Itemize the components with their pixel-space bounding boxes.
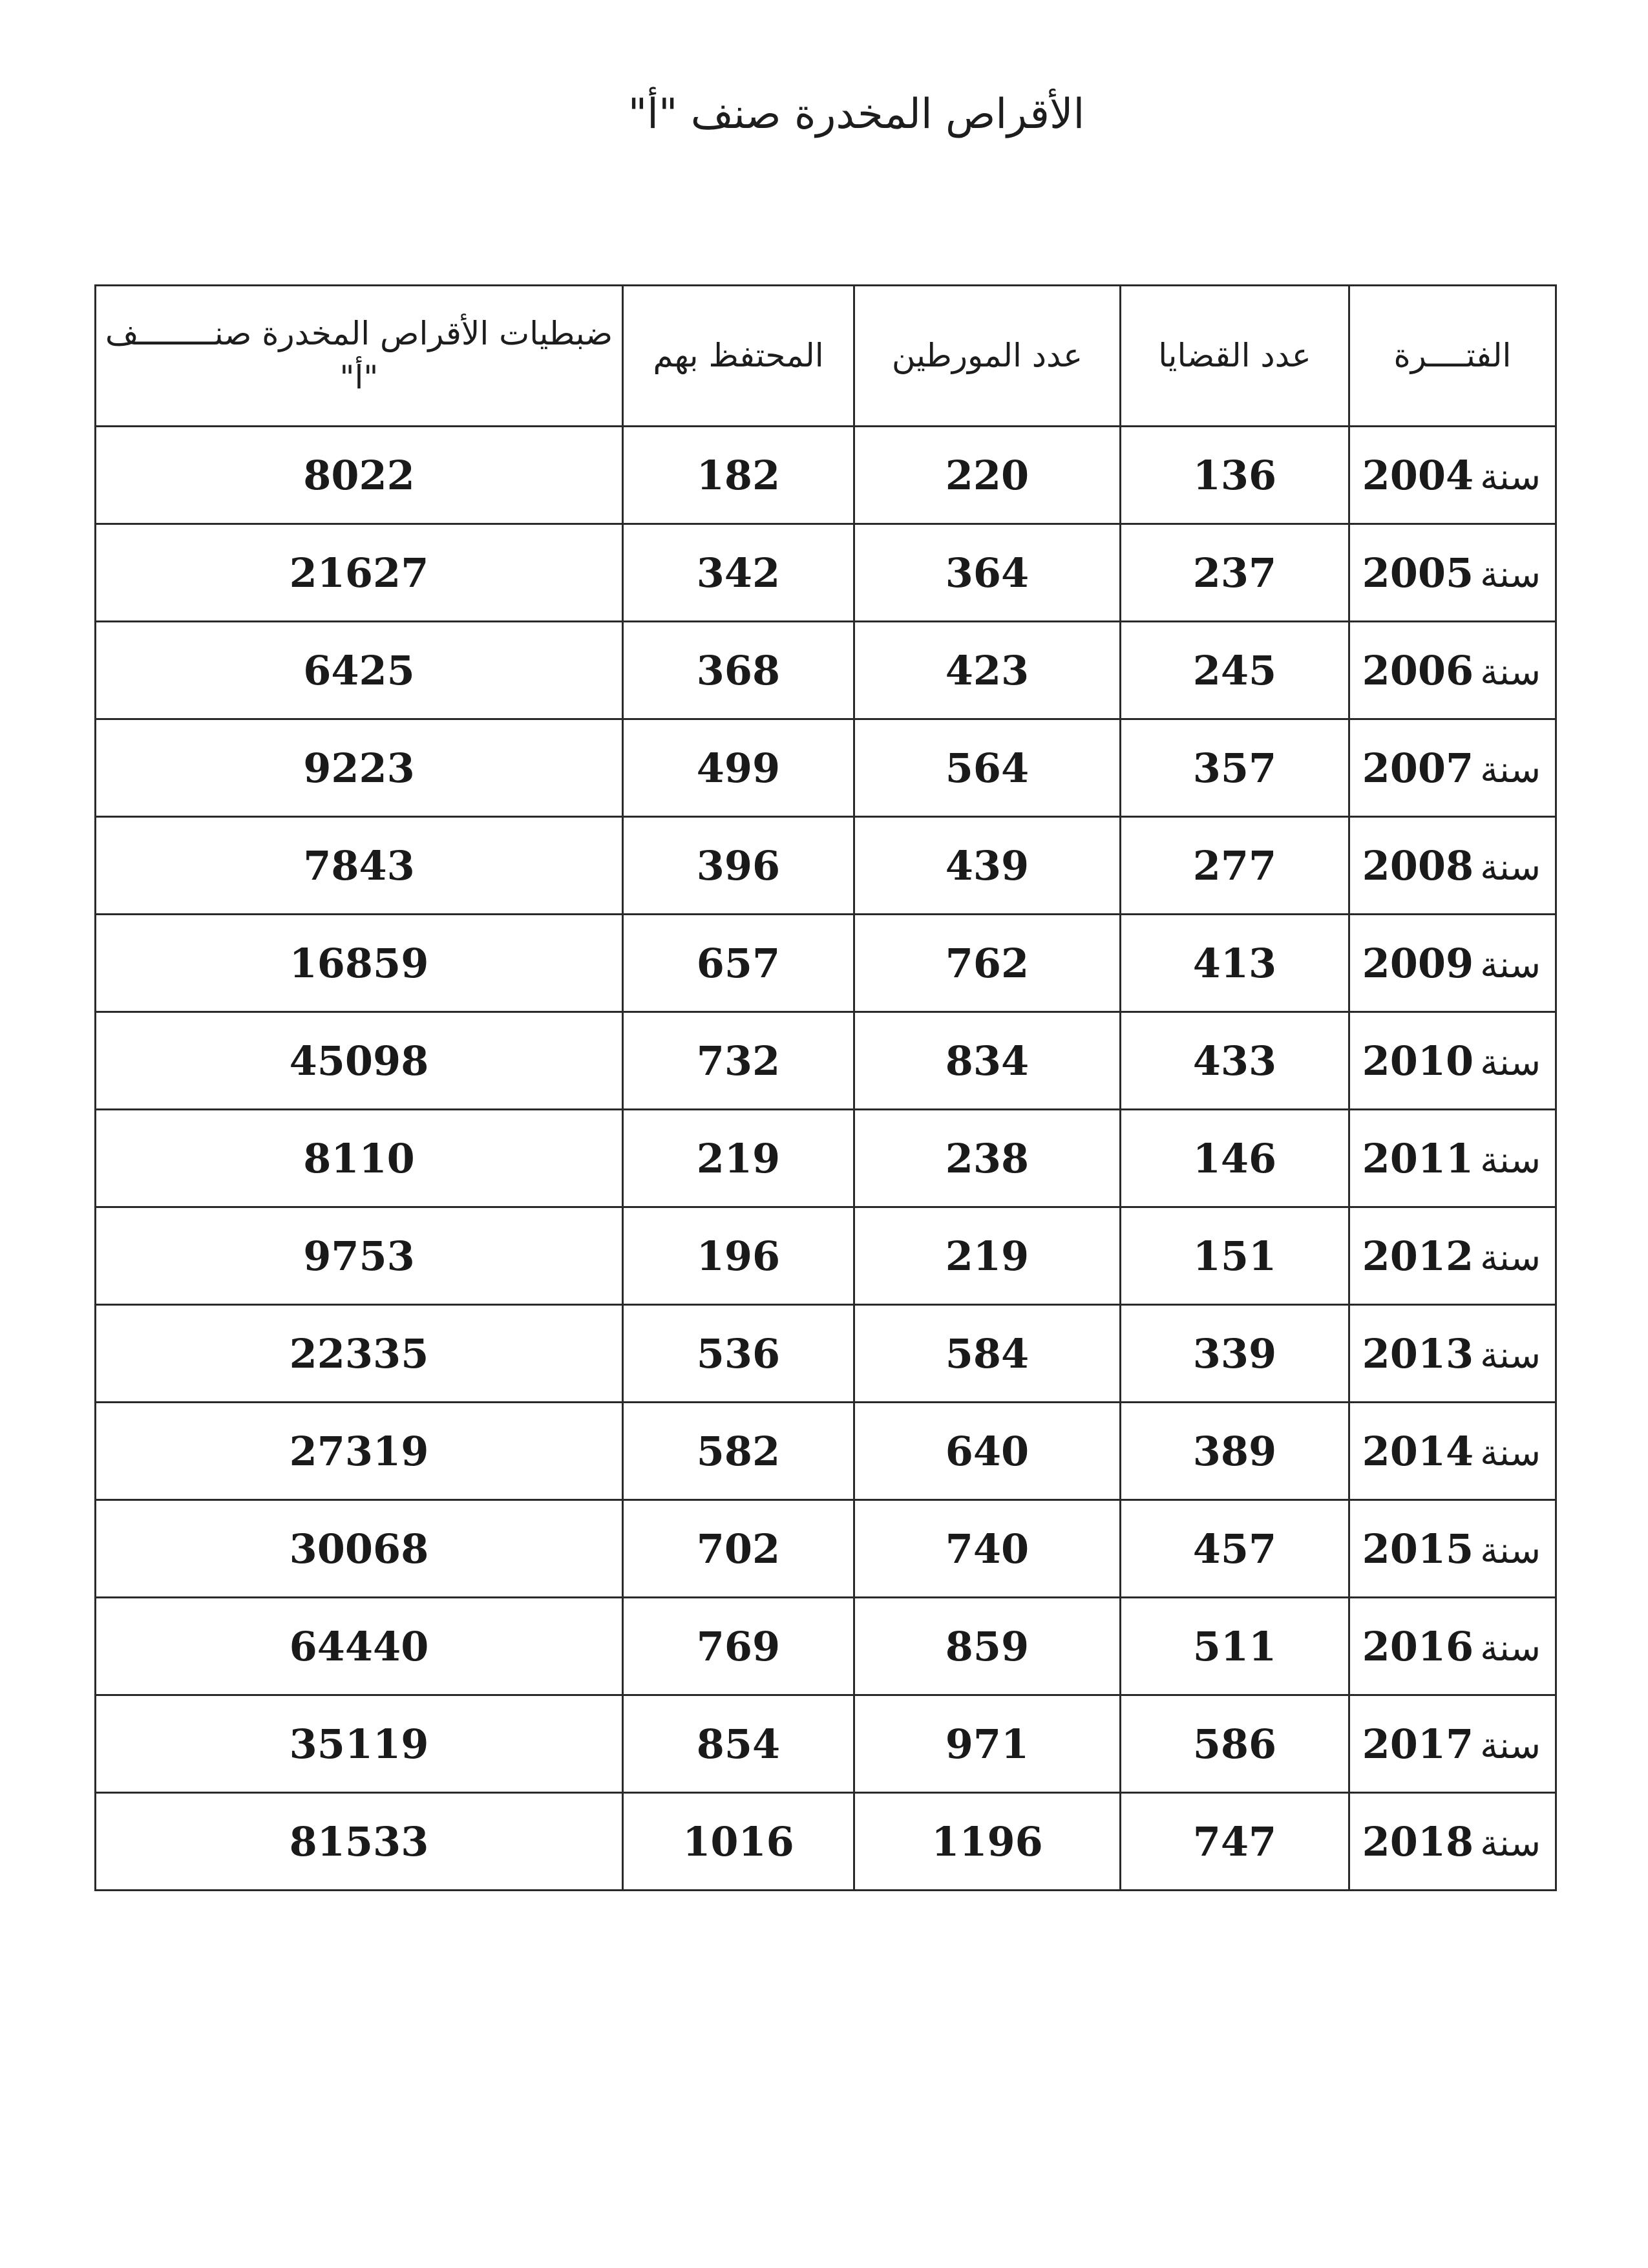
table-row <box>96 817 1556 915</box>
cell-cases: 339 <box>1121 1305 1349 1403</box>
cell-detained: 536 <box>623 1305 854 1403</box>
period-year: 2013 <box>1362 1330 1474 1377</box>
cell-accused: 640 <box>854 1403 1121 1500</box>
cell-seizures: 22335 <box>96 1305 623 1403</box>
cell-accused: 564 <box>854 719 1121 817</box>
cell-cases: 586 <box>1121 1695 1349 1793</box>
period-year: 2009 <box>1362 939 1474 987</box>
cell-cases: 357 <box>1121 719 1349 817</box>
cell-period <box>1349 1305 1556 1403</box>
header-detained: المحتفظ بهم <box>623 286 854 427</box>
period-word: سنة <box>1480 748 1541 791</box>
cell-cases: 277 <box>1121 817 1349 915</box>
cell-accused: 971 <box>854 1695 1121 1793</box>
period-word: سنة <box>1480 846 1541 889</box>
table-row <box>96 915 1556 1012</box>
period-year: 2011 <box>1362 1134 1474 1182</box>
period-word: سنة <box>1480 651 1541 694</box>
cell-cases: 511 <box>1121 1598 1349 1695</box>
table-header-row <box>96 286 1556 427</box>
cell-period <box>1349 1793 1556 1891</box>
cell-detained: 582 <box>623 1403 854 1500</box>
period-word: سنة <box>1480 944 1541 986</box>
cell-period <box>1349 1207 1556 1305</box>
cell-seizures: 27319 <box>96 1403 623 1500</box>
table-row <box>96 1012 1556 1110</box>
cell-cases: 146 <box>1121 1110 1349 1207</box>
period-word: سنة <box>1480 1822 1541 1865</box>
cell-accused: 834 <box>854 1012 1121 1110</box>
period-word: سنة <box>1480 1236 1541 1279</box>
header-period: الفتــــرة <box>1349 286 1556 427</box>
cell-detained: 196 <box>623 1207 854 1305</box>
cell-cases: 747 <box>1121 1793 1349 1891</box>
cell-seizures: 6425 <box>96 622 623 719</box>
period-year: 2017 <box>1362 1720 1474 1768</box>
cell-period <box>1349 622 1556 719</box>
cell-period <box>1349 1598 1556 1695</box>
header-accused: عدد المورطين <box>854 286 1121 427</box>
table-row <box>96 524 1556 622</box>
period-year: 2010 <box>1362 1037 1474 1085</box>
period-word: سنة <box>1480 456 1541 498</box>
period-year: 2012 <box>1362 1232 1474 1280</box>
cell-cases: 136 <box>1121 427 1349 524</box>
cell-period <box>1349 817 1556 915</box>
period-year: 2016 <box>1362 1622 1474 1670</box>
period-year: 2015 <box>1362 1525 1474 1573</box>
header-seizures: ضبطيات الأقراص المخدرة صنــــــــف "أ" <box>96 286 623 427</box>
period-year: 2004 <box>1362 451 1474 499</box>
period-word: سنة <box>1480 1432 1541 1474</box>
cell-accused: 423 <box>854 622 1121 719</box>
cell-seizures: 64440 <box>96 1598 623 1695</box>
period-word: سنة <box>1480 1627 1541 1669</box>
cell-detained: 219 <box>623 1110 854 1207</box>
cell-detained: 854 <box>623 1695 854 1793</box>
cell-period <box>1349 1500 1556 1598</box>
period-word: سنة <box>1480 1334 1541 1377</box>
cell-seizures: 8022 <box>96 427 623 524</box>
period-year: 2007 <box>1362 744 1474 792</box>
cell-detained: 396 <box>623 817 854 915</box>
cell-seizures: 16859 <box>96 915 623 1012</box>
cell-cases: 237 <box>1121 524 1349 622</box>
cell-period <box>1349 1695 1556 1793</box>
statistics-table <box>94 284 1557 1891</box>
period-word: سنة <box>1480 1041 1541 1084</box>
cell-cases: 457 <box>1121 1500 1349 1598</box>
cell-accused: 762 <box>854 915 1121 1012</box>
table-row <box>96 1110 1556 1207</box>
cell-cases: 433 <box>1121 1012 1349 1110</box>
cell-detained: 342 <box>623 524 854 622</box>
period-year: 2008 <box>1362 842 1474 889</box>
cell-seizures: 45098 <box>96 1012 623 1110</box>
cell-seizures: 9223 <box>96 719 623 817</box>
cell-accused: 364 <box>854 524 1121 622</box>
cell-detained: 1016 <box>623 1793 854 1891</box>
table-row <box>96 719 1556 817</box>
period-word: سنة <box>1480 1724 1541 1767</box>
page-title: الأقراص المخدرة صنف "أ" <box>628 90 1085 138</box>
cell-detained: 702 <box>623 1500 854 1598</box>
cell-cases: 413 <box>1121 915 1349 1012</box>
table-row <box>96 1305 1556 1403</box>
cell-accused: 1196 <box>854 1793 1121 1891</box>
cell-period <box>1349 427 1556 524</box>
cell-period <box>1349 1403 1556 1500</box>
cell-period <box>1349 1012 1556 1110</box>
cell-detained: 732 <box>623 1012 854 1110</box>
cell-cases: 151 <box>1121 1207 1349 1305</box>
cell-cases: 245 <box>1121 622 1349 719</box>
table-body <box>96 427 1556 1891</box>
cell-accused: 439 <box>854 817 1121 915</box>
cell-seizures: 7843 <box>96 817 623 915</box>
table-row <box>96 1403 1556 1500</box>
table-row <box>96 427 1556 524</box>
cell-detained: 769 <box>623 1598 854 1695</box>
cell-accused: 238 <box>854 1110 1121 1207</box>
cell-period <box>1349 915 1556 1012</box>
cell-seizures: 81533 <box>96 1793 623 1891</box>
period-word: سنة <box>1480 1139 1541 1182</box>
cell-seizures: 35119 <box>96 1695 623 1793</box>
table-row <box>96 1793 1556 1891</box>
cell-seizures: 21627 <box>96 524 623 622</box>
cell-accused: 584 <box>854 1305 1121 1403</box>
period-year: 2006 <box>1362 646 1474 694</box>
cell-seizures: 30068 <box>96 1500 623 1598</box>
cell-period <box>1349 524 1556 622</box>
cell-detained: 499 <box>623 719 854 817</box>
table-row <box>96 1598 1556 1695</box>
cell-period <box>1349 719 1556 817</box>
header-cases: عدد القضايا <box>1121 286 1349 427</box>
cell-detained: 368 <box>623 622 854 719</box>
period-year: 2018 <box>1362 1818 1474 1865</box>
cell-detained: 657 <box>623 915 854 1012</box>
cell-period <box>1349 1110 1556 1207</box>
cell-seizures: 8110 <box>96 1110 623 1207</box>
cell-detained: 182 <box>623 427 854 524</box>
period-year: 2005 <box>1362 549 1474 597</box>
table-row <box>96 622 1556 719</box>
cell-accused: 220 <box>854 427 1121 524</box>
cell-accused: 859 <box>854 1598 1121 1695</box>
cell-seizures: 9753 <box>96 1207 623 1305</box>
table-row <box>96 1695 1556 1793</box>
table-row <box>96 1500 1556 1598</box>
period-year: 2014 <box>1362 1427 1474 1475</box>
period-word: سنة <box>1480 553 1541 596</box>
period-word: سنة <box>1480 1529 1541 1572</box>
cell-cases: 389 <box>1121 1403 1349 1500</box>
table-row <box>96 1207 1556 1305</box>
cell-accused: 219 <box>854 1207 1121 1305</box>
cell-accused: 740 <box>854 1500 1121 1598</box>
